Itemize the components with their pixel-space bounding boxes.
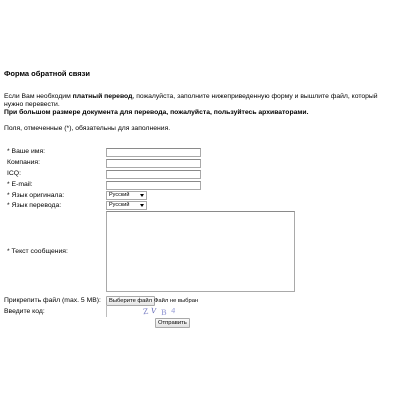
source-language-select[interactable] [106,191,147,200]
captcha-char: B [160,307,167,317]
message-label: * Текст сообщения: [7,248,68,255]
archive-note: При большом размере документа для перевода, пожалуйста, пользуйтесь архиваторами. [4,109,309,116]
captcha-char: 4 [170,306,176,316]
file-status: Файл не выбран [154,298,199,304]
intro-text [4,93,396,117]
source-language-value: Русский [109,192,130,198]
submit-button[interactable]: Отправить [155,318,190,328]
target-language-value: Русский [109,202,130,208]
chevron-down-icon [140,194,144,197]
name-input[interactable] [106,148,201,157]
required-note: Поля, отмеченные (*), обязательны для заполнения. [4,125,171,132]
intro-bold: платный перевод [72,93,133,100]
email-label: * E-mail: [7,181,33,188]
source-language-label: * Язык оригинала: [7,192,65,199]
captcha-input[interactable] [106,306,107,317]
email-input[interactable] [106,181,201,190]
attach-label: Прикрепить файл (max. 5 MB): [4,297,101,304]
chevron-down-icon [140,204,144,207]
intro-part1: Если Вам необходим [4,93,73,100]
icq-input[interactable] [106,170,201,179]
icq-label: ICQ: [7,170,21,177]
captcha-char: V [150,306,157,316]
name-label: * Ваше имя: [7,148,46,155]
captcha-image [140,305,184,317]
company-label: Компания: [7,159,40,166]
choose-file-button[interactable]: Выберите файл [106,296,155,306]
target-language-label: * Язык перевода: [7,202,62,209]
captcha-label: Введите код: [4,308,45,315]
intro-part2: , пожалуйста, заполните нижеприведенную форму и вышлите файл, который нужно перевести. [4,93,378,108]
form-title: Форма обратной связи [4,69,91,78]
target-language-select[interactable] [106,201,147,210]
message-textarea[interactable] [106,211,295,292]
company-input[interactable] [106,159,201,168]
captcha-char: Z [142,306,149,317]
